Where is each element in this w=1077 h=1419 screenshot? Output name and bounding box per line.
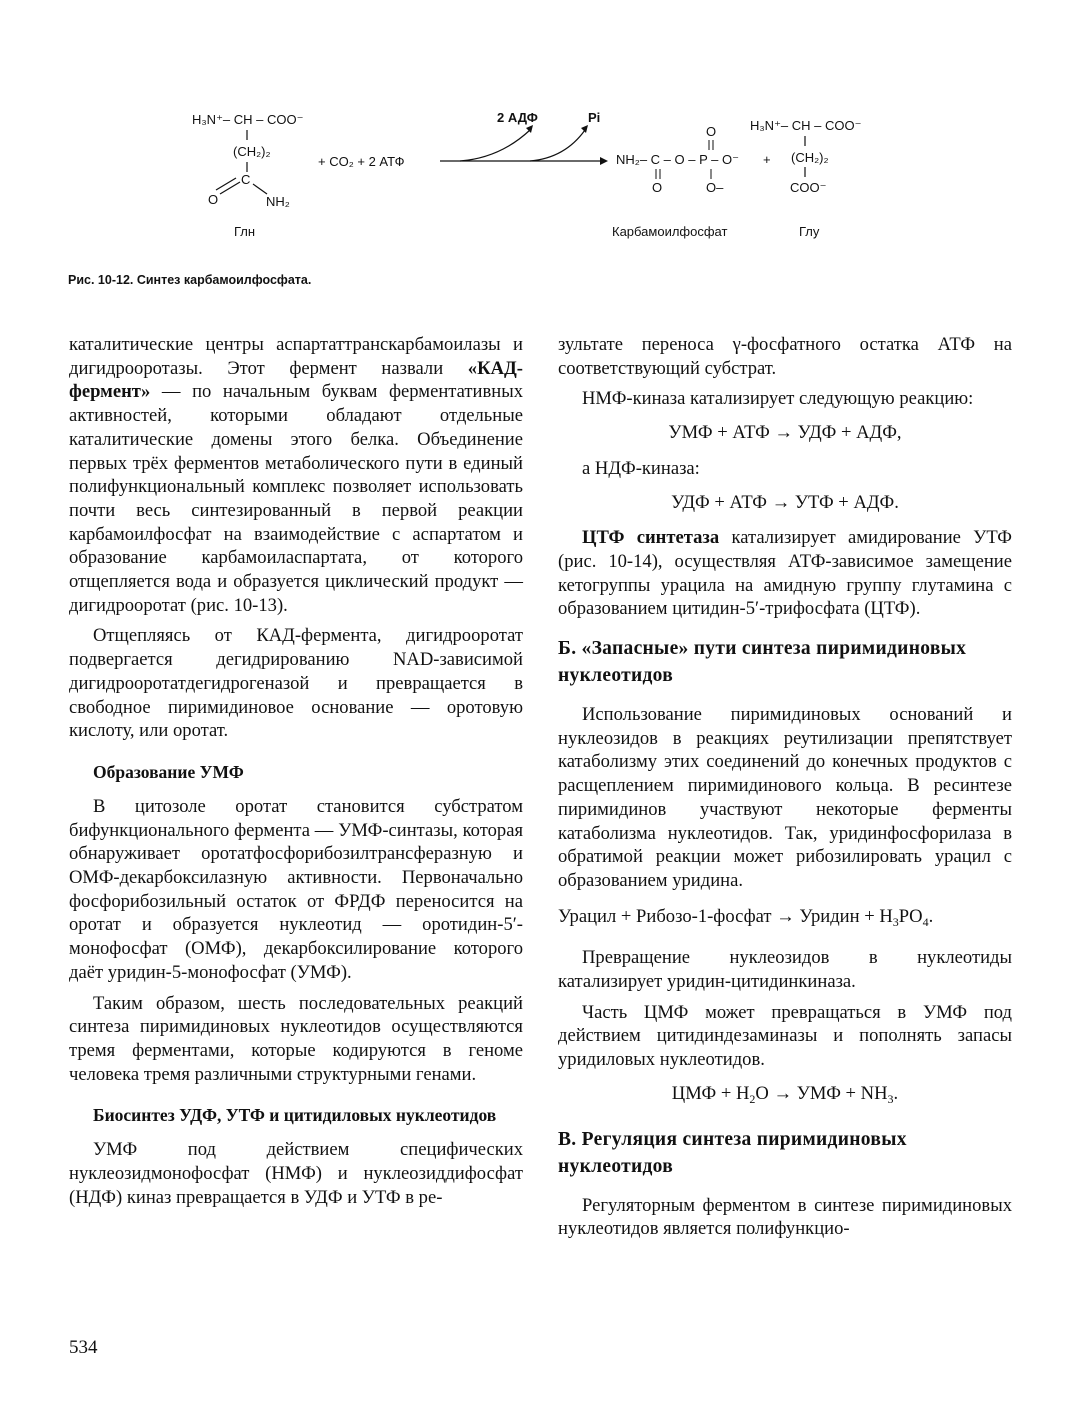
label-carbamoyl-phosphate: Карбамоилфосфат	[612, 224, 728, 239]
text-span: катализирует амидирование УТФ (рис. 10-14), осуществляя АТФ-зависимое замещение кетогруппы урацила на амидную группу глутамина с образованием цитидин-5′-трифосфата (ЦТФ).	[558, 527, 1012, 620]
text-span: .	[928, 905, 934, 927]
text-span: каталитические центры аспартаттранскарбамоилазы и дигидрооротазы. Этот фермент назвали	[69, 334, 523, 379]
paragraph: Использование пиримидиновых оснований и нуклеозидов в реакциях реутилизации препятствует катаболизму этих соединений до конечных продуктов с расщеплением пиримидинового кольца. В ресинтезе пиримидинов участвуют некоторые ферменты катаболизма нуклеотидов. Так, уридинфосфорилаза в обратимой реакции может рибозилировать урацил с образованием уридина.	[558, 704, 1012, 891]
gln-nh2: NH₂	[266, 194, 290, 209]
subscript: 4	[922, 914, 929, 929]
formula	[558, 1082, 1012, 1112]
pi-label: Pi	[588, 110, 601, 125]
arrow-head-icon	[526, 125, 533, 133]
figure-carbamoyl-phosphate-synthesis	[60, 90, 1020, 290]
label-gln: Глн	[234, 224, 256, 239]
section-heading: Б. «Запасные» пути синтеза пиримидиновых нуклеотидов	[558, 638, 967, 687]
bond-line	[220, 182, 240, 194]
formula: УДФ + АТФ → УТФ + АДФ.	[671, 491, 899, 513]
arrow-head-icon	[600, 157, 608, 165]
right-column	[558, 333, 1012, 1248]
figure-caption: Рис. 10-12. Синтез карбамоилфосфата.	[68, 273, 312, 287]
cp-bottom-oxygen-right: O–	[706, 180, 724, 195]
paragraph: Отщепляясь от КАД-фермента, дигидрооротат подвергается дегидрированию NAD-зависимой дигидрооротатдегидрогеназой и превращается в свободное пиримидиновое основание — оротовую кислоту, или оротат.	[69, 625, 523, 742]
bold-term: ЦТФ синтетаза	[582, 527, 720, 549]
paragraph: Превращение нуклеозидов в нуклеотиды катализирует уридин-цитидинкиназа.	[558, 947, 1012, 993]
page-number: 534	[69, 1337, 98, 1358]
gln-carbon: C	[241, 172, 251, 187]
reagents: + CO₂ + 2 АТФ	[318, 154, 405, 169]
pi-curve-arrow	[530, 130, 585, 161]
subscript: 3	[892, 914, 899, 929]
paragraph: УМФ под действием специфических нуклеозидмонофосфат (НМФ) и нуклеозиддифосфат (НДФ) киназ превращается в УДФ и УТФ в ре-	[69, 1139, 523, 1208]
plus-sign: +	[763, 152, 771, 167]
paragraph: НМФ-киназа катализирует следующую реакцию:	[582, 388, 974, 410]
left-column	[69, 333, 523, 1217]
section-heading: Биосинтез УДФ, УТФ и цитидиловых нуклеотидов	[93, 1105, 497, 1126]
glu-ch2: (CH₂)₂	[791, 150, 829, 165]
section-heading: В. Регуляция синтеза пиримидиновых нуклеотидов	[558, 1128, 907, 1177]
arrow-head-icon	[581, 125, 588, 133]
adp-label: 2 АДФ	[497, 110, 538, 125]
paragraph: Часть ЦМФ может превращаться в УМФ под действием цитидиндезаминазы и пополнять запасы уридиловых нуклеотидов.	[558, 1001, 1012, 1071]
paragraph: а НДФ-киназа:	[582, 457, 700, 479]
paragraph	[69, 333, 523, 617]
formula	[558, 905, 1012, 935]
paragraph: В цитозоле оротат становится субстратом бифункционального фермента — УМФ-синтазы, которая обнаруживает оротатфосфорибозилтрансферазную и ОМФ-декарбоксилазную активности. Первоначально фосфорибозильный остаток от ФРДФ переносится на оротат и образуется нуклеотид — оротидин-5′-монофосфат (ОМФ), декарбоксилирование которого даёт уридин-5-монофосфат (УМФ).	[69, 795, 523, 983]
text-span: Урацил + Рибозо-1-фосфат → Уридин + H	[558, 905, 893, 927]
carbamoyl-phosphate-chain: NH₂– C – O – P – O⁻	[616, 152, 739, 167]
glu-backbone: H₃N⁺– CH – COO⁻	[750, 118, 862, 133]
text-span: .	[893, 1082, 899, 1104]
subscript: 3	[887, 1091, 894, 1106]
paragraph: зультате переноса γ-фосфатного остатка АТФ на соответствующий субстрат.	[558, 334, 1012, 379]
gln-ch2: (CH₂)₂	[233, 144, 271, 159]
glu-coo: COO⁻	[790, 180, 827, 195]
paragraph: Таким образом, шесть последовательных реакций синтеза пиримидиновых нуклеотидов осуществляются тремя ферментами, которые кодируются в геноме человека тремя различными структурными генами.	[69, 992, 523, 1085]
cp-bottom-oxygen-left: O	[652, 180, 663, 195]
label-glu: Глу	[799, 224, 820, 239]
text-span: PO	[898, 905, 923, 927]
paragraph	[558, 526, 1012, 621]
adp-curve-arrow	[460, 130, 530, 161]
cp-top-oxygen: O	[706, 124, 717, 139]
text-span: O → УМФ + NH	[755, 1082, 888, 1104]
subscript: 2	[749, 1091, 756, 1106]
gln-oxygen: O	[208, 192, 219, 207]
bold-term: «КАД-фермент»	[69, 357, 523, 403]
reaction-scheme	[60, 90, 1020, 270]
bond-line	[253, 184, 267, 194]
bond-line	[216, 178, 236, 190]
formula: УМФ + АТФ → УДФ + АДФ,	[668, 422, 902, 444]
section-heading: Образование УМФ	[93, 761, 244, 782]
paragraph: Регуляторным ферментом в синтезе пиримидиновых нуклеотидов является полифункцио-	[558, 1194, 1012, 1240]
text-span: ЦМФ + H	[671, 1082, 750, 1104]
gln-backbone: H₃N⁺– CH – COO⁻	[192, 112, 304, 127]
text-span: — по начальным буквам ферментативных активностей, которыми обладают отдельные каталитические домены этого белка. Объединение первых трёх ферментов метаболического пути в единый полифункциональный комплекс позволяет использовать почти весь синтезированный в первой реакции карбамоилфосфат на взаимодействие с аспартатом и образование карбамоиласпартата, от которого отщепляется вода и образуется циклический продукт — дигидрооротат (рис. 10-13).	[69, 381, 523, 616]
